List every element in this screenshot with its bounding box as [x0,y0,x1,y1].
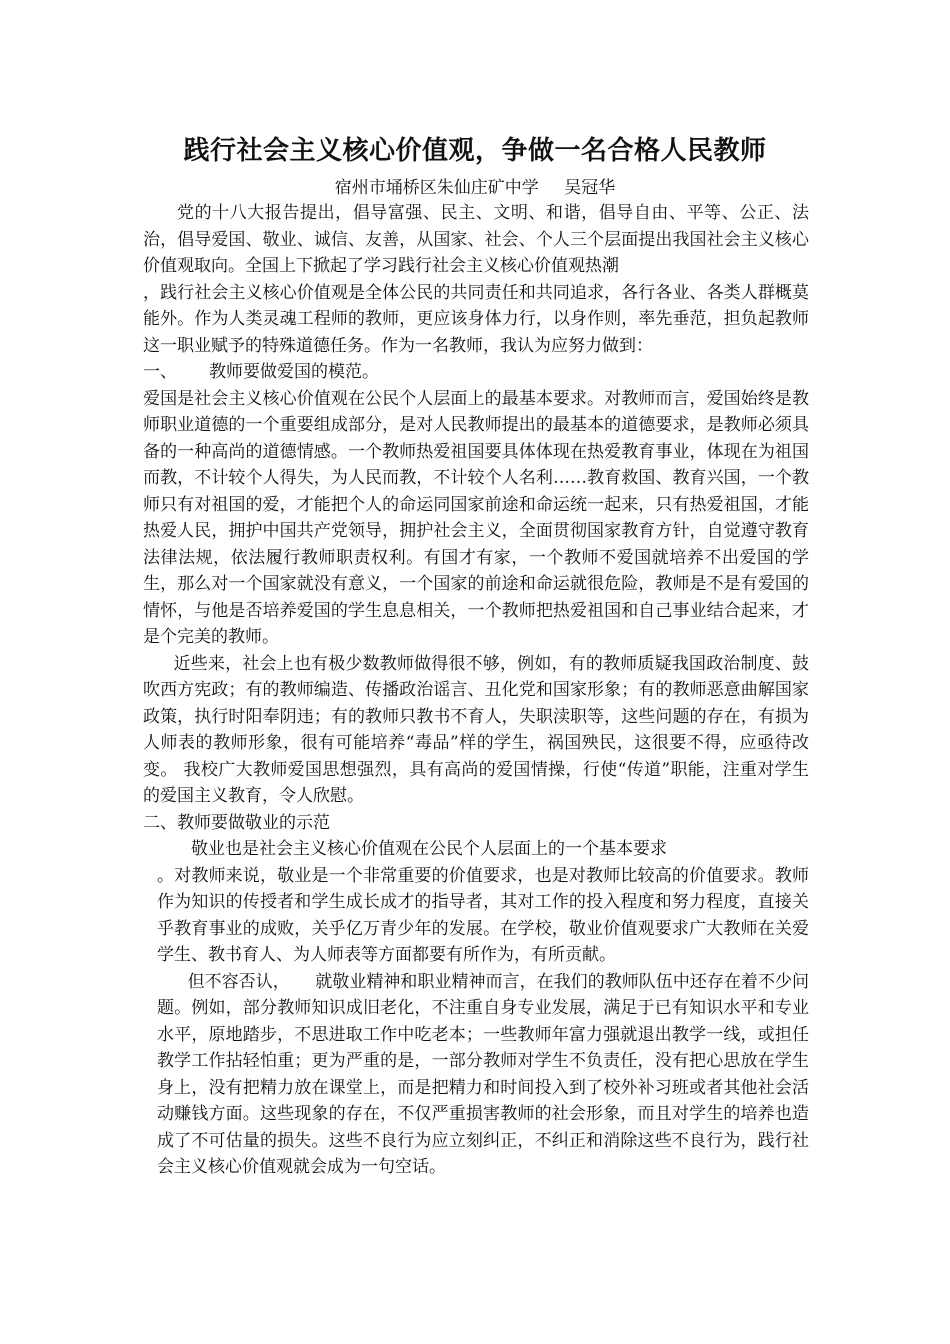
section-1-number: 一、 [143,362,177,382]
document-body [143,200,809,1181]
author-name: 吴冠华 [564,178,616,198]
document-title: 践行社会主义核心价值观，争做一名合格人民教师 [183,136,767,166]
author-byline [0,176,950,200]
school-name: 宿州市埇桥区朱仙庄矿中学 [334,178,539,198]
section-2-paragraph-2-rest: 就敬业精神和职业精神而言，在我们的教师队伍中还存在着不少问题。例如，部分教师知识成旧老化，不注重自身专业发展，满足于已有知识水平和专业水平，原地踏步，不思进取工作中吃老本；一些教师年富力强就退出教学一线，或担任教学工作拈轻怕重；更为严重的是，一部分教师对学生不负责任，没有把心思放在学生身上，没有把精力放在课堂上，而是把精力和时间投入到了校外补习班或者其他社会活动赚钱方面。这些现象的存在，不仅严重损害教师的社会形象，而且对学生的培养也造成了不可估量的损失。这些不良行为应立刻纠正，不纠正和消除这些不良行为，践行社会主义核心价值观就会成为一句空话。 [157,971,809,1177]
section-1-paragraph-1: 爱国是社会主义核心价值观在公民个人层面上的最基本要求。对教师而言，爱国始终是教师职业道德的一个重要组成部分，是对人民教师提出的最基本的道德要求，是教师必须具备的一种高尚的道德情感。一个教师热爱祖国要具体体现在热爱教育事业，体现在为祖国而教，不计较个人得失，为人民而教，不计较个人名利……教育救国、教育兴国，一个教师只有对祖国的爱，才能把个人的命运同国家前途和命运统一起来，只有热爱祖国，才能热爱人民，拥护中国共产党领导，拥护社会主义，全面贯彻国家教育方针，自觉遵守教育法律法规，依法履行教师职责权利。有国才有家，一个教师不爱国就培养不出爱国的学生，那么对一个国家就没有意义，一个国家的前途和命运就很危险，教师是不是有爱国的情怀，与他是否培养爱国的学生息息相关，一个教师把热爱祖国和自己事业结合起来，才是个完美的教师。 [143,388,809,647]
intro-paragraph-1: 党的十八大报告提出，倡导富强、民主、文明、和谐，倡导自由、平等、公正、法治，倡导爱国、敬业、诚信、友善，从国家、社会、个人三个层面提出我国社会主义核心价值观取向。全国上下掀起了学习践行社会主义核心价值观热潮 [143,203,809,276]
section-1-paragraph-2: 近些来，社会上也有极少数教师做得很不够，例如，有的教师质疑我国政治制度、鼓吹西方宪政；有的教师编造、传播政治谣言、丑化党和国家形象；有的教师恶意曲解国家政策，执行时阳奉阴违；有的教师只教书不育人，失职渎职等，这些问题的存在，有损为人师表的教师形象，很有可能培养“毒品”样的学生，祸国殃民，这很要不得，应亟待改变。 我校广大教师爱国思想强烈，具有高尚的爱国情操，行使“传道”职能，注重对学生的爱国主义教育，令人欣慰。 [143,653,809,806]
section-2-content [143,836,809,1181]
section-2-paragraph-2-lead: 但不容否认， [187,971,290,992]
section-2-paragraph-1-lead: 敬业也是社会主义核心价值观在公民个人层面上的一个基本要求 [191,839,667,859]
section-1-title: 教师要做爱国的模范。 [209,362,379,382]
section-1-heading [143,359,809,386]
section-2-paragraph-2 [157,969,809,1181]
section-2-heading: 二、教师要做敬业的示范 [143,812,330,833]
section-2-paragraph-1: 。对教师来说，敬业是一个非常重要的价值要求，也是对教师比较高的价值要求。教师作为知识的传授者和学生成长成才的指导者，其对工作的投入程度和努力程度，直接关乎教育事业的成败，关乎亿万青少年的发展。在学校，敬业价值观要求广大教师在关爱学生、教书育人、为人师表等方面都要有所作为，有所贡献。 [157,865,809,965]
intro-paragraph-2: ，践行社会主义核心价值观是全体公民的共同责任和共同追求，各行各业、各类人群概莫能外。作为人类灵魂工程师的教师，更应该身体力行，以身作则，率先垂范，担负起教师这一职业赋予的特殊道德任务。作为一名教师，我认为应努力做到： [143,282,809,356]
